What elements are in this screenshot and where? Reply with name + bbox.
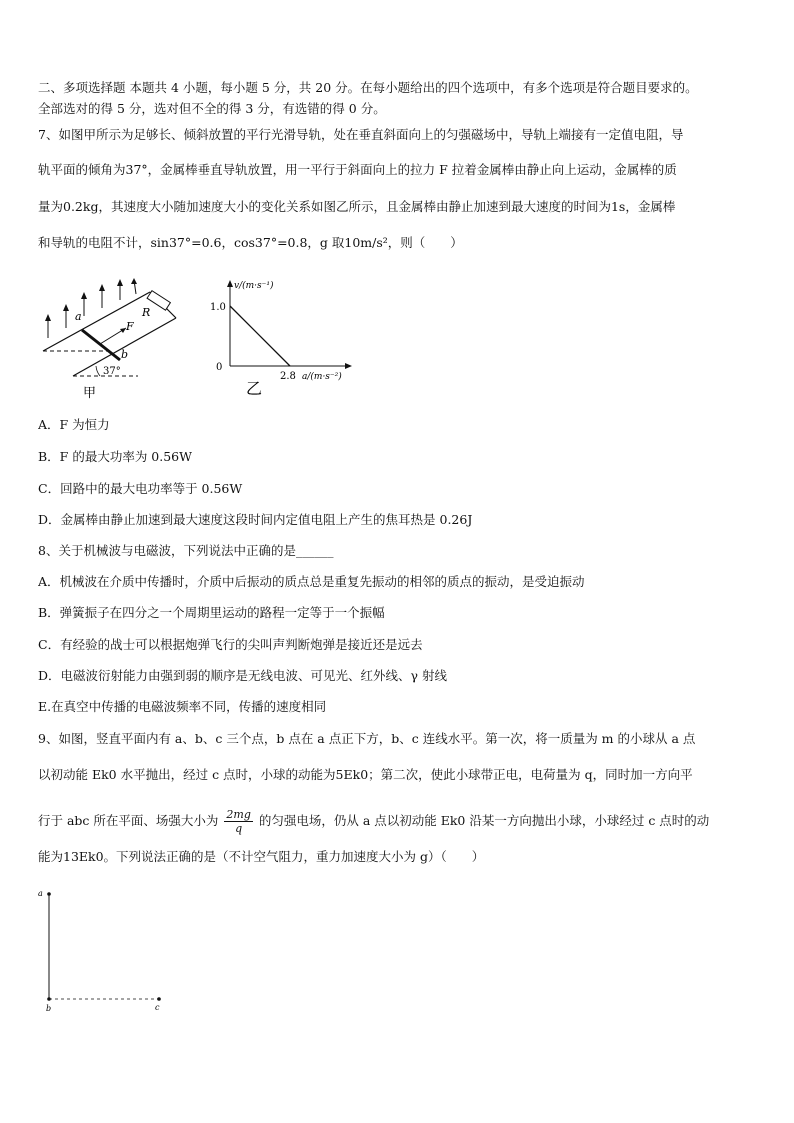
angle-label: 37° [103,366,121,377]
point-a-label: a [38,889,43,898]
y-axis-label: v/(m·s⁻¹) [234,281,274,291]
q8-stem: 8、关于机械波与电磁波，下列说法中正确的是______ [38,543,334,558]
fraction-numerator: 2mg [226,808,251,821]
q7-stem-line-1: 7、如图甲所示为足够长、倾斜放置的平行光滑导轨，处在垂直斜面向上的匀强磁场中，导轨上端接有一定值电阻，导 [38,127,684,142]
q7-stem-line-4: 和导轨的电阻不计，sin37°=0.6，cos37°=0.8，g 取10m/s²，则（ ） [38,235,463,250]
q9-stem-line-4: 能为13Ek0。下列说法正确的是（不计空气阻力，重力加速度大小为 g）（ ） [38,849,485,864]
q8-option-e: E.在真空中传播的电磁波频率不同，传播的速度相同 [38,699,327,714]
q9-stem-line-2: 以初动能 Ek0 水平抛出，经过 c 点时，小球的动能为5Ek0；第二次，使此小球带正电，电荷量为 q，同时加一方向平 [38,767,693,782]
q8-option-d: D．电磁波衍射能力由强到弱的顺序是无线电波、可见光、红外线、γ 射线 [38,668,447,683]
label-F: F [126,320,134,333]
fraction-denominator: q [235,822,243,835]
q7-option-a: A．F 为恒力 [38,417,110,432]
label-b: b [121,348,129,361]
q8-option-a: A．机械波在介质中传播时，介质中后振动的质点总是重复先振动的相邻的质点的振动，是受迫振动 [38,574,585,589]
section-instructions-line-2: 全部选对的得 5 分，选对但不全的得 3 分，有选错的得 0 分。 [38,101,386,116]
q7-stem-line-2: 轨平面的倾角为37°，金属棒垂直导轨放置，用一平行于斜面向上的拉力 F 拉着金属棒由静止向上运动，金属棒的质 [38,162,677,177]
q9-stem-line-1: 9、如图，竖直平面内有 a、b、c 三个点，b 点在 a 点正下方，b、c 连线水平。第一次，将一质量为 m 的小球从 a 点 [38,731,696,746]
y-tick-1.0: 1.0 [210,302,226,313]
point-b-label: b [46,1004,52,1013]
figure-jia-incline-rails [38,278,183,403]
x-tick-2.8: 2.8 [280,371,296,382]
q7-stem-line-3: 量为0.2kg，其速度大小随加速度大小的变化关系如图乙所示，且金属棒由静止加速到最大速度的时间为1s，金属棒 [38,199,676,214]
section-instructions-line-1: 二、多项选择题 本题共 4 小题，每小题 5 分，共 20 分。在每小题给出的四个选项中，有多个选项是符合题目要求的。 [38,80,698,95]
q9-line-3-start: 行于 abc 所在平面、场强大小为 [38,813,219,828]
point-c-label: c [155,1003,160,1012]
x-axis-label: a/(m·s⁻²) [302,372,342,382]
q9-line-3-end: 的匀强电场，仍从 a 点以初动能 Ek0 沿某一方向抛出小球，小球经过 c 点时的动 [258,813,710,828]
figure-q9-points-abc [34,884,174,1016]
q8-option-c: C．有经验的战士可以根据炮弹飞行的尖叫声判断炮弹是接近还是远去 [38,637,423,652]
field-strength-fraction [224,808,252,835]
q8-option-b: B．弹簧振子在四分之一个周期里运动的路程一定等于一个振幅 [38,605,385,620]
q7-option-d: D．金属棒由静止加速到最大速度这段时间内定值电阻上产生的焦耳热是 0.26J [38,512,473,527]
q7-option-b: B．F 的最大功率为 0.56W [38,449,192,464]
label-R: R [142,306,151,319]
q7-option-c: C．回路中的最大电功率等于 0.56W [38,481,243,496]
figure-jia-caption: 甲 [83,386,97,401]
q9-stem-line-3 [38,808,756,835]
figure-yi-caption: 乙 [246,379,263,398]
origin-label: 0 [216,362,223,373]
figure-yi-velocity-acceleration-graph [210,276,360,401]
label-a: a [75,310,82,323]
